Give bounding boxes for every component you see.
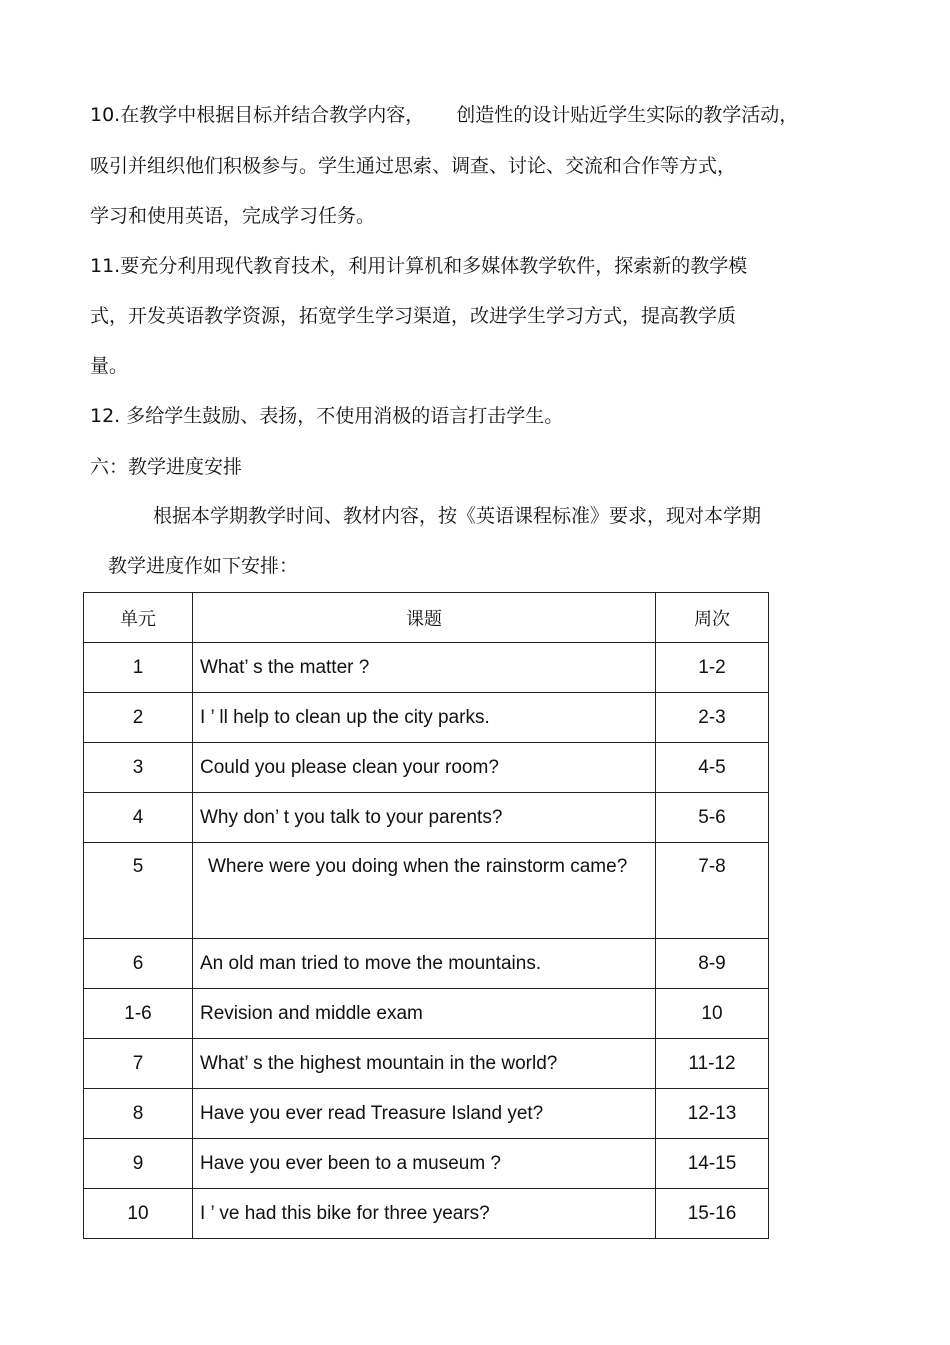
paragraph-10-line-3: 学习和使用英语，完成学习任务。 <box>90 205 376 227</box>
header-title: 课题 <box>193 593 656 643</box>
cell-unit: 9 <box>84 1139 193 1189</box>
paragraph-11-line-1: 11.要充分利用现代教育技术，利用计算机和多媒体教学软件，探索新的教学模 <box>90 255 748 277</box>
table-row <box>84 693 769 743</box>
cell-unit: 6 <box>84 939 193 989</box>
intro-line-1: 根据本学期教学时间、教材内容，按《英语课程标准》要求，现对本学期 <box>153 505 762 527</box>
cell-week: 10 <box>656 989 769 1039</box>
cell-week: 2-3 <box>656 693 769 743</box>
section-heading: 六：教学进度安排 <box>90 456 243 478</box>
cell-title: Where were you doing when the rainstorm came? <box>193 843 656 939</box>
table-row <box>84 1089 769 1139</box>
cell-week: 11-12 <box>656 1039 769 1089</box>
cell-week: 5-6 <box>656 793 769 843</box>
cell-title: What’ s the matter ? <box>193 643 656 693</box>
cell-unit: 4 <box>84 793 193 843</box>
cell-title: Have you ever been to a museum ? <box>193 1139 656 1189</box>
cell-week: 12-13 <box>656 1089 769 1139</box>
paragraph-10-line-1 <box>90 103 798 127</box>
cell-week: 1-2 <box>656 643 769 693</box>
cell-title: Have you ever read Treasure Island yet? <box>193 1089 656 1139</box>
cell-unit: 1 <box>84 643 193 693</box>
cell-unit: 7 <box>84 1039 193 1089</box>
cell-unit: 5 <box>84 843 193 939</box>
cell-title: Revision and middle exam <box>193 989 656 1039</box>
cell-title: I ’ ve had this bike for three years? <box>193 1189 656 1239</box>
table-row <box>84 843 769 939</box>
cell-title: Could you please clean your room? <box>193 743 656 793</box>
table-header-row <box>84 593 769 643</box>
paragraph-11-line-2: 式，开发英语教学资源，拓宽学生学习渠道，改进学生学习方式，提高教学质 <box>90 305 737 327</box>
cell-unit: 2 <box>84 693 193 743</box>
cell-unit: 8 <box>84 1089 193 1139</box>
paragraph-11-line-3: 量。 <box>90 355 129 377</box>
cell-title: I ’ ll help to clean up the city parks. <box>193 693 656 743</box>
paragraph-10-line-1-a: 10.在教学中根据目标并结合教学内容， <box>90 104 425 126</box>
paragraph-10-line-1-b: 创造性的设计贴近学生实际的教学活动， <box>456 104 799 126</box>
intro-line-2: 教学进度作如下安排： <box>108 555 299 577</box>
paragraph-12: 12. 多给学生鼓励、表扬，不使用消极的语言打击学生。 <box>90 405 564 427</box>
cell-unit: 1-6 <box>84 989 193 1039</box>
cell-week: 14-15 <box>656 1139 769 1189</box>
table-row <box>84 643 769 693</box>
header-week: 周次 <box>656 593 769 643</box>
cell-unit: 3 <box>84 743 193 793</box>
cell-title: Why don’ t you talk to your parents? <box>193 793 656 843</box>
table-row <box>84 939 769 989</box>
table-row <box>84 1039 769 1089</box>
table-row <box>84 1139 769 1189</box>
schedule-table <box>83 592 769 1239</box>
cell-unit: 10 <box>84 1189 193 1239</box>
paragraph-10-line-2: 吸引并组织他们积极参与。学生通过思索、调查、讨论、交流和合作等方式， <box>90 155 737 177</box>
table-row <box>84 743 769 793</box>
cell-week: 8-9 <box>656 939 769 989</box>
cell-title: What’ s the highest mountain in the world? <box>193 1039 656 1089</box>
cell-week: 7-8 <box>656 843 769 939</box>
cell-week: 4-5 <box>656 743 769 793</box>
cell-week: 15-16 <box>656 1189 769 1239</box>
table-row <box>84 1189 769 1239</box>
header-unit: 单元 <box>84 593 193 643</box>
table-row <box>84 793 769 843</box>
table-row <box>84 989 769 1039</box>
cell-title: An old man tried to move the mountains. <box>193 939 656 989</box>
